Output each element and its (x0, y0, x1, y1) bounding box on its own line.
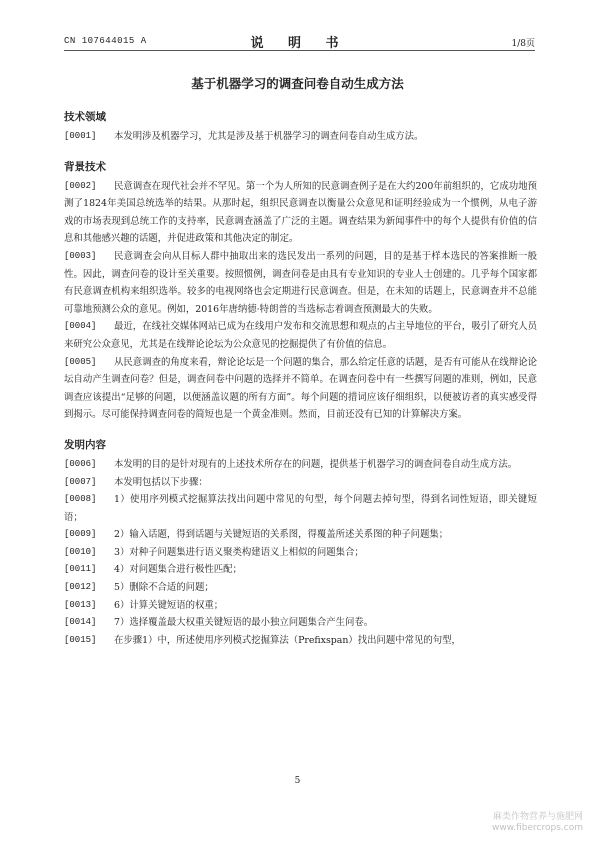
paragraph (64, 491, 537, 526)
section-heading: 背景技术 (64, 160, 106, 173)
paragraph-number: [0004] (64, 321, 97, 332)
paragraph-text: 4）对问题集合进行极性匹配； (114, 564, 242, 576)
document-type: 说 明 书 (250, 36, 349, 51)
paragraph (64, 456, 537, 474)
paragraph-number: [0009] (64, 529, 97, 540)
paragraph (64, 128, 537, 146)
paragraph-number: [0007] (64, 476, 97, 487)
paragraph (64, 248, 537, 318)
paragraph (64, 318, 537, 353)
paragraph-number: [0008] (64, 494, 97, 505)
paragraph-text: 2）输入话题，得到话题与关键短语的关系图，得覆盖所述关系图的种子问题集； (114, 529, 449, 541)
paragraph-text: 本发明涉及机器学习，尤其是涉及基于机器学习的调查问卷自动生成方法。 (114, 131, 424, 142)
paragraph-number: [0011] (64, 564, 97, 575)
section-heading: 发明内容 (64, 438, 106, 451)
paragraph-text: 1）使用序列模式挖掘算法找出问题中常见的句型，每个问题去掉句型，得到名词性短语，即关键短语； (64, 494, 537, 523)
section-tech-field (64, 110, 537, 146)
publication-number: CN 107644015 A (64, 36, 147, 46)
page-header (64, 28, 535, 51)
section-heading: 技术领域 (64, 111, 106, 123)
watermark-url: www.fibercrops.com (492, 823, 583, 833)
paragraph-text: 从民意调查的角度来看，辩论论坛是一个问题的集合，那么给定任意的话题，是否有可能从在线辩论论坛自动产生调查问卷？但是，调查问卷中问题的选择并不简单。在调查问卷中有一些撰写问题的准则，例如，民意调查应该提出“足够的问题，以便涵盖议题的所有方面”。每个问题的措词应该仔细组织，以便被访者的真实感受得到揭示。尽可能保持调查问卷的简短也是一个黄金准则。然而，目前还没有已知的计算解决方案。 (64, 356, 537, 421)
paragraph (64, 561, 537, 579)
paragraph-number: [0005] (64, 356, 97, 367)
paragraph-number: [0006] (64, 458, 97, 469)
paragraph-number: [0001] (64, 131, 97, 141)
paragraph-text: 本发明的目的是针对现有的上述技术所存在的问题，提供基于机器学习的调查问卷自动生成方法。 (114, 458, 518, 470)
paragraph (64, 354, 537, 424)
paragraph (64, 597, 537, 615)
paragraph (64, 474, 537, 492)
page-count: 1/8页 (511, 39, 535, 49)
paragraph-number: [0014] (64, 617, 97, 628)
paragraph-number: [0002] (64, 180, 97, 191)
paragraph-number: [0003] (64, 250, 97, 261)
paragraph-number: [0015] (64, 634, 97, 645)
watermark (492, 812, 583, 834)
paragraph (64, 579, 537, 597)
section-invention (64, 438, 537, 650)
section-background (64, 160, 537, 424)
paragraph (64, 614, 537, 632)
paragraph-text: 7）选择覆盖最大权重关键短语的最小独立问题集合产生问卷。 (114, 617, 374, 629)
paragraph-text: 3）对种子问题集进行语义聚类构建语义上相似的问题集合； (114, 546, 364, 558)
paragraph-text: 5）删除不合适的问题； (114, 582, 214, 594)
document-title: 基于机器学习的调查问卷自动生成方法 (191, 76, 404, 91)
document-body (64, 110, 537, 649)
paragraph-text: 民意调查会向从目标人群中抽取出来的选民发出一系列的问题，目的是基于样本选民的答案推断一般性。因此，调查问卷的设计至关重要。按照惯例，调查问卷是由具有专业知识的专业人士创建的。几乎每个国家都有民意调查机构来组织选举。较多的电视网络也会定期进行民意调查。但是，在未知的话题上，民意调查并不总能可靠地预测公众的意见。例如，2016年唐纳德·特朗普的当选标志着调查预测最大的失败。 (64, 250, 537, 315)
paragraph-text: 民意调查在现代社会并不罕见。第一个为人所知的民意调查例子是在大约200年前组织的，它成功地预测了1824年美国总统选举的结果。从那时起，组织民意调查以衡量公众意见和证明经验成为一个惯例，从电子游戏的市场表现到总统工作的支持率，民意调查涵盖了广泛的主题。调查结果为新闻事件中的每个人提供有价值的信息和其他感兴趣的话题，并促进政策和其他决定的制定。 (64, 180, 537, 245)
paragraph-text: 在步骤1）中，所述使用序列模式挖掘算法（Prefixspan）找出问题中常见的句型， (114, 634, 461, 646)
page-number: 5 (294, 776, 301, 786)
paragraph (64, 632, 537, 650)
paragraph-number: [0013] (64, 599, 97, 610)
paragraph-text: 6）计算关键短语的权重； (114, 599, 224, 611)
paragraph (64, 544, 537, 562)
paragraph (64, 178, 537, 248)
watermark-site-name: 麻类作物营养与施肥网 (492, 812, 583, 822)
paragraph-text: 本发明包括以下步骤： (114, 476, 208, 488)
paragraph (64, 526, 537, 544)
paragraph-number: [0010] (64, 546, 97, 557)
paragraph-number: [0012] (64, 582, 97, 593)
paragraph-text: 最近，在线社交媒体网站已成为在线用户发布和交流思想和观点的占主导地位的平台，吸引了研究人员来研究公众意见，尤其是在线辩论论坛为公众意见的挖掘提供了有价值的信息。 (64, 321, 537, 350)
